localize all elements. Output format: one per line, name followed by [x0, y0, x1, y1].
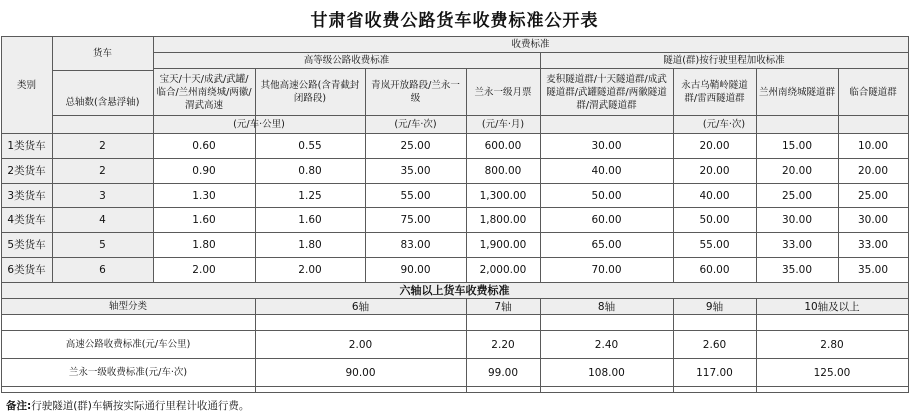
row-label: 6类货车 — [7, 264, 46, 276]
footnote-text: 行驶隧道(群)车辆按实际通行里程计收通行费。 — [31, 400, 250, 412]
unit-label: (元/车·次) — [702, 119, 746, 130]
six-axle-fee: 2.00 — [348, 338, 373, 351]
fee-value: 60.00 — [699, 264, 730, 276]
fee-value: 30.00 — [591, 140, 622, 152]
grid-line — [1, 392, 909, 393]
column-header: 麦积隧道群/十天隧道群/成武隧道群/武罐隧道群/两徽隧道群/渭武隧道群 — [546, 73, 667, 111]
grid-line — [466, 68, 467, 283]
six-axle-fee: 2.60 — [702, 338, 727, 351]
grid-line — [466, 298, 467, 393]
six-axle-row-label: 兰永一级收费标准(元/车·次) — [68, 367, 188, 378]
six-axle-fee: 2.80 — [820, 338, 844, 351]
fee-value: 33.00 — [857, 239, 889, 251]
row-label: 2类货车 — [7, 165, 46, 177]
fee-value: 33.00 — [781, 239, 813, 251]
fee-value: 70.00 — [591, 264, 622, 276]
fee-value: 20.00 — [699, 165, 730, 177]
fee-value: 1.60 — [298, 214, 322, 226]
axle-count: 2 — [99, 165, 106, 177]
fee-value: 40.00 — [699, 189, 730, 202]
row-label: 3类货车 — [7, 189, 46, 202]
fee-value: 2,000.00 — [479, 264, 527, 276]
fee-value: 55.00 — [699, 239, 730, 251]
column-header: 其他高速公路(含青截封闭路段) — [260, 80, 360, 104]
unit-label: (元/车·月) — [481, 119, 525, 130]
column-header: 宝天/十天/成武/武罐/临合/兰州南绕城/两徽/渭武高速 — [156, 73, 252, 111]
six-axle-fee: 125.00 — [813, 366, 851, 379]
fee-value: 2.00 — [192, 264, 216, 276]
fee-value: 35.00 — [857, 264, 889, 276]
column-header: 兰州南绕城隧道群 — [758, 86, 835, 98]
fee-value: 800.00 — [484, 165, 522, 177]
fee-value: 65.00 — [591, 239, 622, 251]
fee-value: 0.80 — [298, 165, 322, 177]
fee-value: 2.00 — [298, 264, 322, 276]
fee-value: 50.00 — [699, 214, 730, 226]
six-axle-fee: 90.00 — [345, 366, 376, 379]
header-category: 类别 — [16, 79, 36, 91]
fee-value: 35.00 — [400, 165, 431, 177]
grid-line — [255, 298, 256, 393]
header-fee-standard: 收费标准 — [511, 39, 550, 50]
grid-line — [756, 298, 757, 393]
fee-value: 25.00 — [400, 140, 431, 152]
footnote-label: 备注: — [6, 400, 32, 412]
header-axles: 总轴数(含悬浮轴) — [65, 96, 140, 108]
fee-value: 20.00 — [857, 165, 889, 177]
grid-line — [540, 298, 541, 393]
grid-line — [1, 314, 909, 315]
fee-value: 1,800.00 — [479, 214, 527, 226]
fee-value: 30.00 — [857, 214, 889, 226]
header-truck: 货车 — [92, 48, 112, 59]
six-axle-title: 六轴以上货车收费标准 — [399, 283, 510, 297]
grid-line — [1, 386, 909, 387]
fee-value: 1.80 — [192, 239, 216, 251]
fee-value: 50.00 — [591, 189, 622, 202]
fee-value: 15.00 — [781, 140, 813, 152]
fee-value: 1.30 — [192, 189, 216, 202]
fee-value: 40.00 — [591, 165, 622, 177]
fee-value: 0.55 — [298, 140, 322, 152]
six-axle-fee: 2.20 — [491, 338, 515, 351]
header-tunnel-group: 隧道(群)按行驶里程加收标准 — [663, 55, 785, 66]
grid-line — [153, 36, 154, 283]
fee-value: 60.00 — [591, 214, 622, 226]
axle-type: 7轴 — [494, 300, 512, 313]
six-axle-row-label: 高速公路收费标准(元/车公里) — [65, 339, 191, 350]
grid-line — [673, 68, 674, 283]
page-title: 甘肃省收费公路货车收费标准公开表 — [310, 11, 599, 31]
fee-value: 90.00 — [400, 264, 431, 276]
header-highway-group: 高等级公路收费标准 — [303, 55, 390, 66]
axle-type: 8轴 — [597, 300, 616, 313]
grid-line — [838, 68, 839, 283]
fee-value: 75.00 — [400, 214, 431, 226]
row-label: 1类货车 — [7, 140, 46, 152]
axle-count: 5 — [99, 239, 106, 251]
column-header: 青岚开放路段/兰永一级 — [371, 80, 460, 104]
axle-count: 4 — [99, 214, 106, 226]
axle-type: 10轴及以上 — [804, 300, 860, 313]
grid-line — [365, 68, 366, 283]
axle-type: 9轴 — [705, 300, 724, 313]
fee-value: 30.00 — [781, 214, 813, 226]
grid-line — [540, 52, 541, 283]
fee-value: 55.00 — [400, 189, 431, 202]
fee-value: 1.60 — [192, 214, 216, 226]
grid-line — [673, 298, 674, 393]
grid-line — [255, 68, 256, 283]
column-header: 兰永一级月票 — [474, 86, 532, 98]
fee-value: 1,900.00 — [479, 239, 527, 251]
fee-value: 25.00 — [857, 189, 889, 202]
grid-line — [1, 36, 2, 393]
column-header: 永古乌鞘岭隧道群/雷西隧道群 — [681, 80, 748, 104]
six-axle-fee: 2.40 — [594, 338, 619, 351]
axle-count: 3 — [99, 189, 106, 202]
axle-type-label: 轴型分类 — [108, 301, 147, 312]
footnote — [6, 398, 249, 413]
unit-label: (元/车·次) — [394, 119, 437, 130]
grid-line — [756, 68, 757, 283]
fee-value: 10.00 — [857, 140, 889, 152]
fee-value: 600.00 — [484, 140, 522, 152]
fee-value: 0.60 — [192, 140, 216, 152]
fee-value: 1.25 — [298, 189, 322, 202]
fee-value: 20.00 — [781, 165, 813, 177]
six-axle-fee: 117.00 — [696, 366, 733, 379]
fee-value: 1.80 — [298, 239, 322, 251]
fee-value: 25.00 — [781, 189, 813, 202]
axle-count: 6 — [99, 264, 106, 276]
fee-value: 0.90 — [192, 165, 216, 177]
six-axle-fee: 99.00 — [487, 366, 519, 379]
axle-count: 2 — [99, 140, 106, 152]
fee-value: 35.00 — [781, 264, 813, 276]
six-axle-fee: 108.00 — [588, 366, 625, 379]
column-header: 临合隧道群 — [849, 86, 897, 98]
fee-value: 1,300.00 — [479, 189, 527, 202]
axle-type: 6轴 — [351, 300, 370, 313]
row-label: 4类货车 — [7, 214, 46, 226]
row-label: 5类货车 — [7, 239, 46, 251]
unit-label: (元/车·公里) — [233, 119, 285, 130]
fee-value: 20.00 — [699, 140, 730, 152]
fee-value: 83.00 — [400, 239, 431, 251]
grid-line — [52, 36, 53, 283]
